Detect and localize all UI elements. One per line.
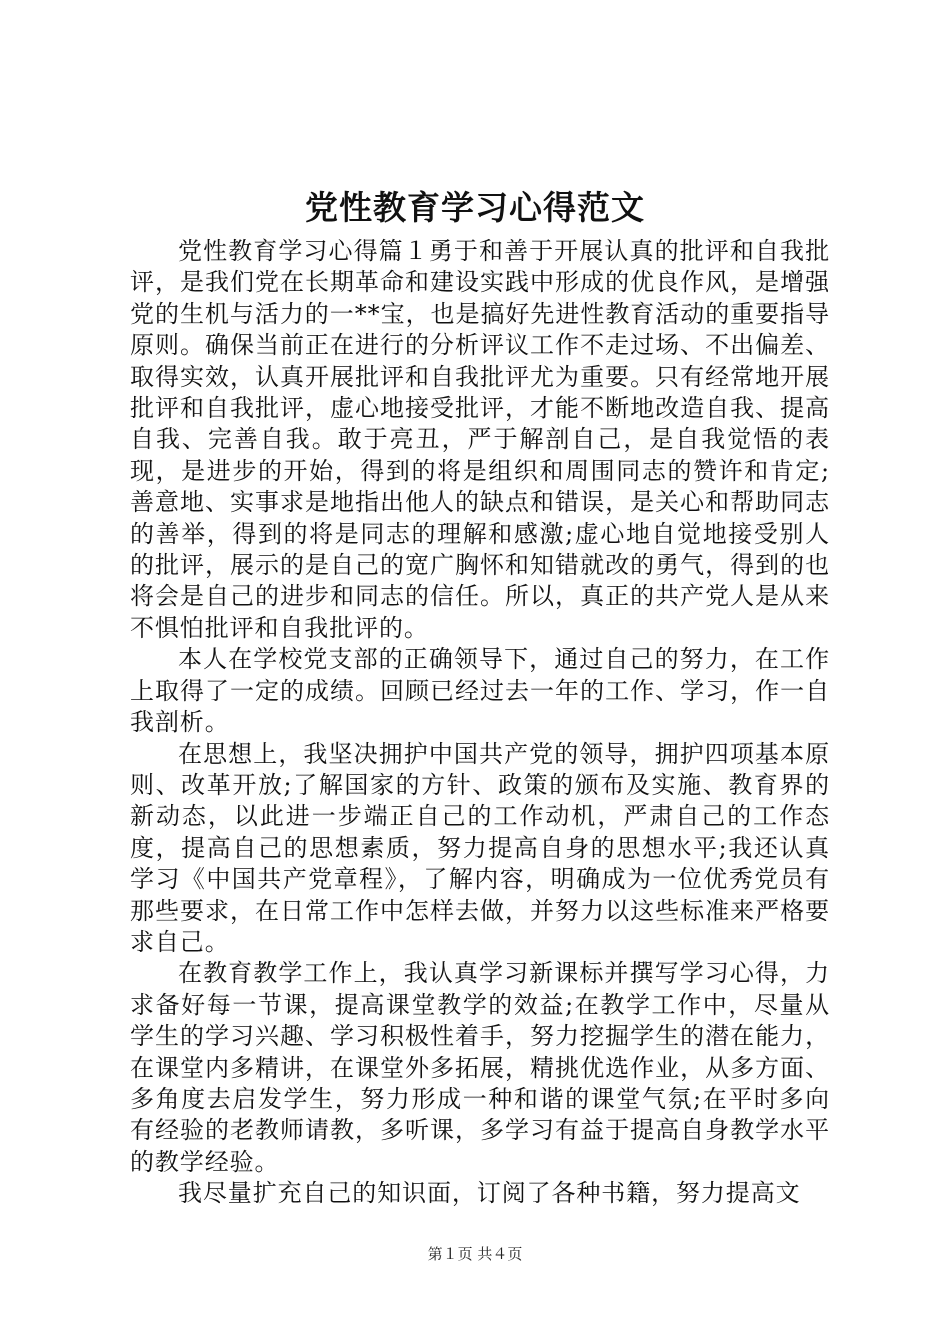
paragraph: 在思想上，我坚决拥护中国共产党的领导，拥护四项基本原则、改革开放;了解国家的方针、政策的颁布及实施、教育界的新动态，以此进一步端正自己的工作动机，严肃自己的工作态度，提高自己的思想素质，努力提高自身的思想水平;我还认真学习《中国共产党章程》，了解内容，明确成为一位优秀党员有那些要求，在日常工作中怎样去做，并努力以这些标准来严格要求自己。 <box>130 739 830 956</box>
paragraph: 党性教育学习心得篇１勇于和善于开展认真的批评和自我批评，是我们党在长期革命和建设实践中形成的优良作风，是增强党的生机与活力的一**宝，也是搞好先进性教育活动的重要指导原则。确保当前正在进行的分析评议工作不走过场、不出偏差、取得实效，认真开展批评和自我批评尤为重要。只有经常地开展批评和自我批评，虚心地接受批评，才能不断地改造自我、提高自我、完善自我。敢于亮丑，严于解剖自己，是自我觉悟的表现，是进步的开始，得到的将是组织和周围同志的赞许和肯定;善意地、实事求是地指出他人的缺点和错误，是关心和帮助同志的善举，得到的将是同志的理解和感激;虚心地自觉地接受别人的批评，展示的是自己的宽广胸怀和知错就改的勇气，得到的也将会是自己的进步和同志的信任。所以，真正的共产党人是从来不惧怕批评和自我批评的。 <box>130 237 830 642</box>
page-footer: 第１页 共４页 <box>427 1245 523 1263</box>
paragraph: 在教育教学工作上，我认真学习新课标并撰写学习心得，力求备好每一节课，提高课堂教学的效益;在教学工作中，尽量从学生的学习兴趣、学习积极性着手，努力挖掘学生的潜在能力，在课堂内多精讲，在课堂外多拓展，精挑优选作业，从多方面、多角度去启发学生，努力形成一种和谐的课堂气氛;在平时多向有经验的老教师请教，多听课，多学习有益于提高自身教学水平的教学经验。 <box>130 959 830 1176</box>
document-title: 党性教育学习心得范文 <box>305 188 645 227</box>
paragraph: 本人在学校党支部的正确领导下，通过自己的努力，在工作上取得了一定的成绩。回顾已经过去一年的工作、学习，作一自我剖析。 <box>130 645 830 737</box>
document-body <box>130 236 830 1210</box>
paragraph: 我尽量扩充自己的知识面，订阅了各种书籍，努力提高文 <box>178 1179 801 1208</box>
